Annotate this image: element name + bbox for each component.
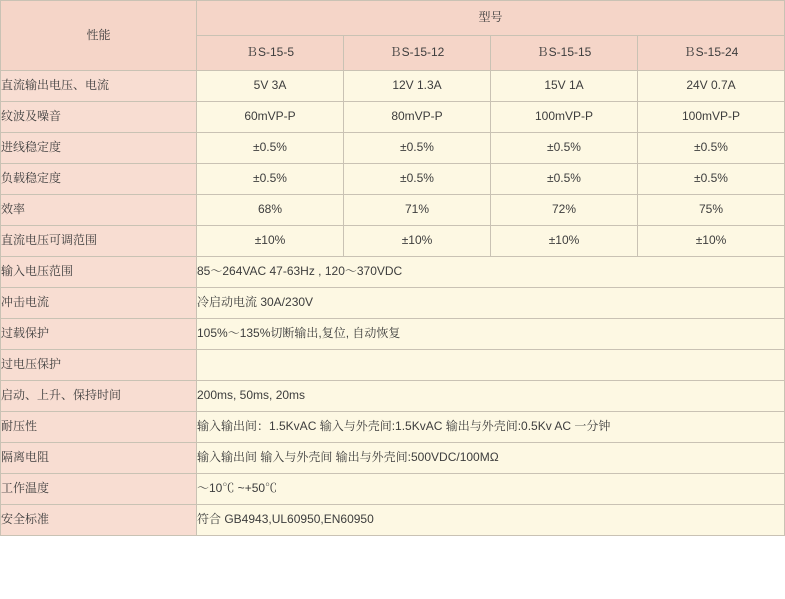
row-label: 耐压性 [1, 412, 197, 443]
row-label: 过载保护 [1, 319, 197, 350]
row-value: 60mVP-P [197, 102, 344, 133]
table-row [1, 505, 785, 536]
table-row [1, 257, 785, 288]
row-value: 15V 1A [491, 71, 638, 102]
row-label: 启动、上升、保持时间 [1, 381, 197, 412]
header-model-4: ＢS-15-24 [638, 36, 785, 71]
row-text: 冷启动电流 30A/230V [197, 288, 785, 319]
row-label: 冲击电流 [1, 288, 197, 319]
row-value: ±10% [491, 226, 638, 257]
row-value: 24V 0.7A [638, 71, 785, 102]
table-row [1, 288, 785, 319]
row-value: ±0.5% [344, 164, 491, 195]
row-value: 5V 3A [197, 71, 344, 102]
row-value: 12V 1.3A [344, 71, 491, 102]
row-text [197, 350, 785, 381]
row-value: 68% [197, 195, 344, 226]
row-label: 纹波及噪音 [1, 102, 197, 133]
table-row [1, 474, 785, 505]
row-value: ±10% [197, 226, 344, 257]
row-label: 输入电压范围 [1, 257, 197, 288]
row-label: 安全标准 [1, 505, 197, 536]
row-text: 200ms, 50ms, 20ms [197, 381, 785, 412]
row-value: 80mVP-P [344, 102, 491, 133]
row-label: 效率 [1, 195, 197, 226]
row-text: 符合 GB4943,UL60950,EN60950 [197, 505, 785, 536]
table-row [1, 443, 785, 474]
header-model-3: ＢS-15-15 [491, 36, 638, 71]
table-row [1, 412, 785, 443]
row-label: 过电压保护 [1, 350, 197, 381]
header-model-1: ＢS-15-5 [197, 36, 344, 71]
table-row [1, 195, 785, 226]
row-value: ±0.5% [491, 133, 638, 164]
table-row [1, 133, 785, 164]
row-text: 输入输出间：1.5KvAC 输入与外壳间:1.5KvAC 输出与外壳间:0.5Kv AC 一分钟 [197, 412, 785, 443]
row-value: ±0.5% [638, 164, 785, 195]
table-header-row [1, 1, 785, 36]
table-row [1, 381, 785, 412]
row-text: 输入输出间 输入与外壳间 输出与外壳间:500VDC/100MΩ [197, 443, 785, 474]
row-label: 进线稳定度 [1, 133, 197, 164]
row-value: ±10% [344, 226, 491, 257]
header-performance: 性能 [1, 1, 197, 71]
row-value: ±0.5% [491, 164, 638, 195]
header-model-2: ＢS-15-12 [344, 36, 491, 71]
row-value: ±0.5% [197, 133, 344, 164]
row-value: 75% [638, 195, 785, 226]
table-row [1, 319, 785, 350]
header-model-group: 型号 [197, 1, 785, 36]
table-row [1, 350, 785, 381]
row-value: 100mVP-P [491, 102, 638, 133]
table-row [1, 71, 785, 102]
row-value: ±0.5% [197, 164, 344, 195]
table-row [1, 102, 785, 133]
row-value: 72% [491, 195, 638, 226]
row-text: 85～264VAC 47-63Hz , 120～370VDC [197, 257, 785, 288]
row-value: ±0.5% [344, 133, 491, 164]
row-label: 工作温度 [1, 474, 197, 505]
row-value: ±0.5% [638, 133, 785, 164]
row-value: 100mVP-P [638, 102, 785, 133]
row-value: 71% [344, 195, 491, 226]
row-text: 105%～135%切断输出,复位, 自动恢复 [197, 319, 785, 350]
table-row [1, 226, 785, 257]
row-value: ±10% [638, 226, 785, 257]
row-label: 隔离电阻 [1, 443, 197, 474]
table-row [1, 164, 785, 195]
row-label: 负载稳定度 [1, 164, 197, 195]
row-label: 直流输出电压、电流 [1, 71, 197, 102]
row-text: ～10℃ ~+50℃ [197, 474, 785, 505]
row-label: 直流电压可调范围 [1, 226, 197, 257]
